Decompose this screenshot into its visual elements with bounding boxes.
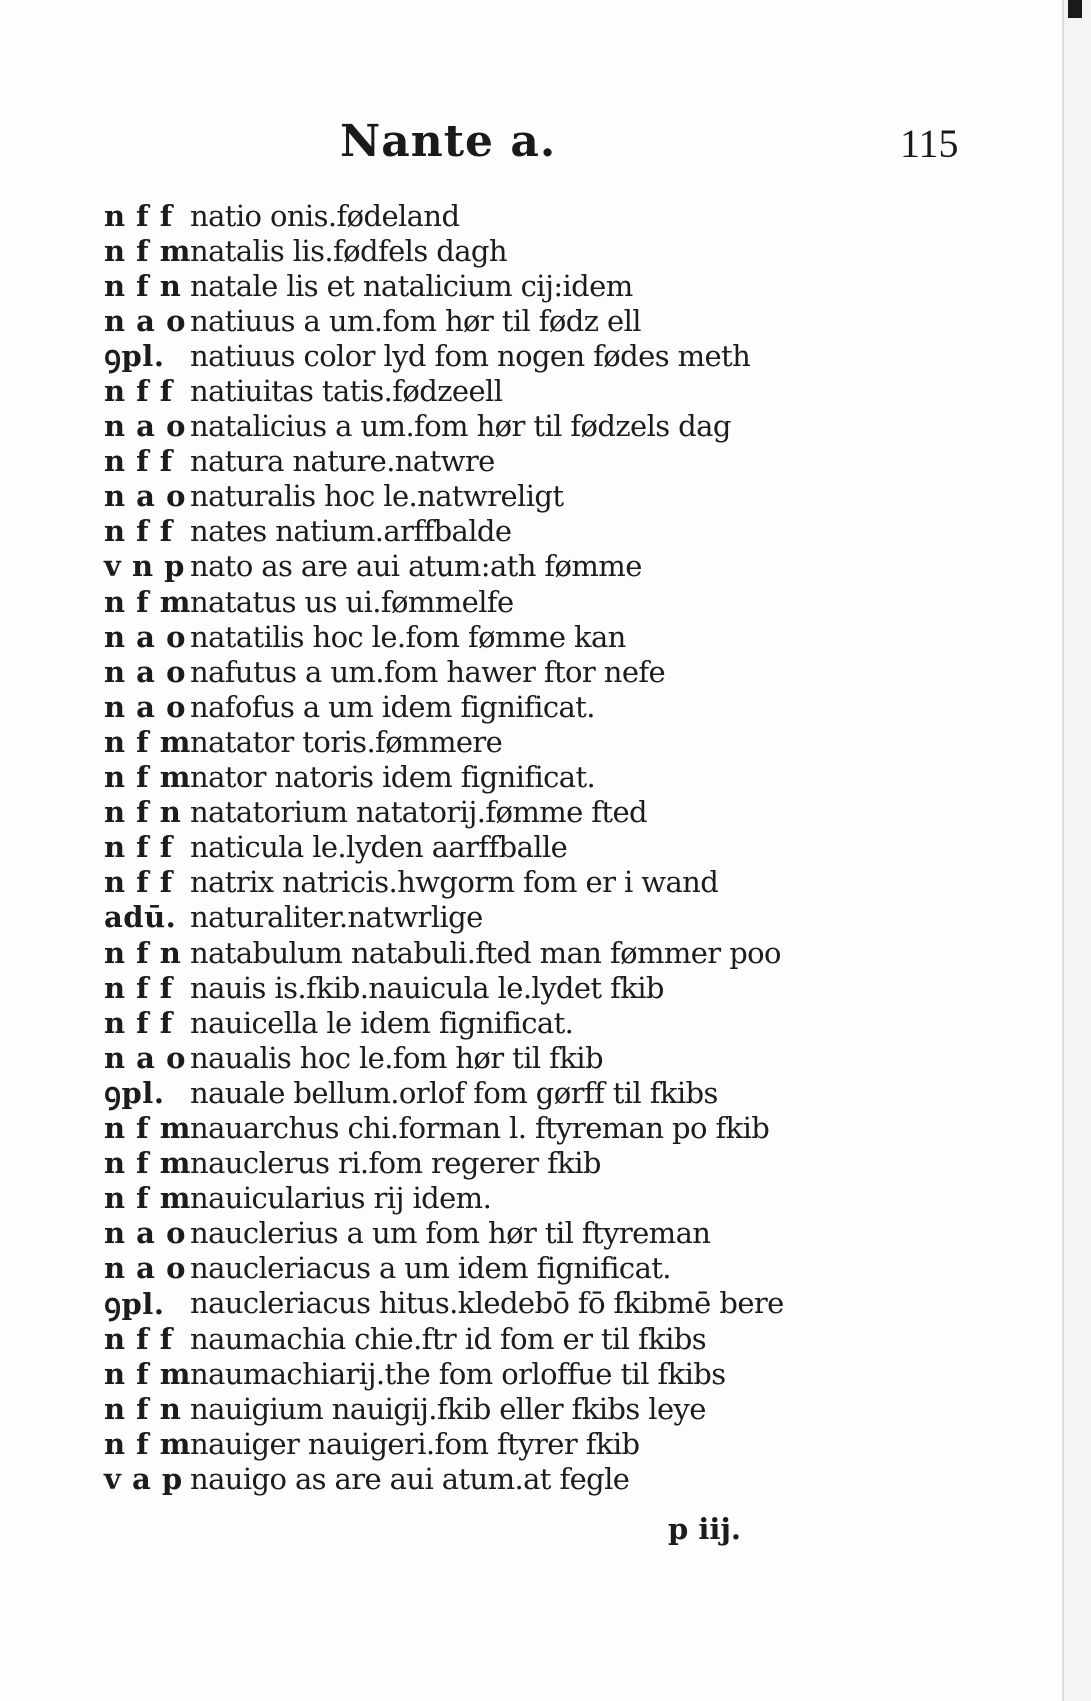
entry-grammar-code: n f m [104, 233, 191, 268]
dictionary-entry [104, 1286, 864, 1321]
entry-definition: natio onis.fødeland [190, 198, 460, 233]
entry-grammar-code: n f m [104, 760, 191, 795]
entry-grammar-code: n f m [104, 1110, 191, 1145]
entry-definition: nauis is.fkib.nauicula le.lydet fkib [190, 970, 664, 1005]
dictionary-entry [104, 1146, 864, 1181]
entry-definition: natrix natricis.hwgorm fom er i wand [190, 865, 719, 900]
entry-definition: nauarchus chi.forman l. ftyreman po fkib [190, 1110, 770, 1145]
dictionary-entry [104, 724, 864, 759]
entry-grammar-code: v a p [104, 1461, 183, 1496]
dictionary-entry [104, 795, 864, 830]
entry-grammar-code: n f m [104, 584, 191, 619]
entry-grammar-code: n a o [104, 303, 186, 338]
entry-definition: natiuitas tatis.fødzeell [190, 374, 503, 409]
entry-grammar-code: n f m [104, 1426, 191, 1461]
entry-definition: nafofus a um idem fignificat. [190, 689, 595, 724]
dictionary-entry [104, 935, 864, 970]
dictionary-entry [104, 1391, 864, 1426]
dictionary-entry [104, 1075, 864, 1110]
page-header [0, 112, 1062, 172]
entry-grammar-code: n f f [104, 830, 173, 865]
dictionary-entry [104, 303, 864, 338]
entry-definition: natiuus color lyd fom nogen fødes meth [190, 338, 751, 373]
dictionary-entry [104, 409, 864, 444]
entry-definition: nauale bellum.orlof fom gørff til fkibs [190, 1075, 718, 1110]
entry-grammar-code: n f n [104, 1391, 182, 1426]
entry-definition: natura nature.natwre [190, 444, 495, 479]
dictionary-entry [104, 444, 864, 479]
entry-definition: natalis lis.fødfels dagh [190, 233, 507, 268]
entry-definition: natabulum natabuli.fted man fømmer poo [190, 935, 781, 970]
entry-grammar-code: n f n [104, 268, 182, 303]
entry-definition: naticula le.lyden aarffballe [190, 830, 568, 865]
dictionary-entry [104, 268, 864, 303]
entry-grammar-code: n f m [104, 1146, 191, 1181]
entry-grammar-code: v n p [104, 549, 185, 584]
dictionary-entry [104, 584, 864, 619]
dictionary-entries [104, 198, 864, 1496]
page-number: 115 [900, 121, 959, 166]
entry-grammar-code: ꝯpl. [104, 339, 165, 374]
entry-grammar-code: ꝯpl. [104, 1076, 165, 1111]
entry-definition: nauicella le idem fignificat. [190, 1005, 574, 1040]
dictionary-entry [104, 514, 864, 549]
entry-definition: natatus us ui.fømmelfe [190, 584, 514, 619]
entry-definition: natator toris.fømmere [190, 724, 503, 759]
entry-definition: naturalis hoc le.natwreligt [190, 479, 564, 514]
entry-definition: nauclerus ri.fom regerer fkib [190, 1146, 601, 1181]
entry-grammar-code: n f m [104, 1356, 191, 1391]
entry-grammar-code: n a o [104, 689, 186, 724]
entry-definition: natale lis et natalicium cij:idem [190, 268, 633, 303]
entry-grammar-code: n f f [104, 865, 173, 900]
dictionary-entry [104, 479, 864, 514]
entry-grammar-code: n a o [104, 1040, 186, 1075]
entry-definition: natatilis hoc le.fom fømme kan [190, 619, 626, 654]
dictionary-entry [104, 1110, 864, 1145]
entry-definition: natatorium natatorij.fømme fted [190, 795, 648, 830]
entry-grammar-code: n f f [104, 374, 173, 409]
entry-grammar-code: n f f [104, 970, 173, 1005]
entry-definition: naumachiarij.the fom orloffue til fkibs [190, 1356, 726, 1391]
dictionary-entry [104, 970, 864, 1005]
catchword: p iij. [668, 1512, 741, 1546]
entry-grammar-code: n a o [104, 1251, 186, 1286]
entry-definition: nator natoris idem fignificat. [190, 760, 596, 795]
dictionary-entry [104, 1181, 864, 1216]
dictionary-entry [104, 619, 864, 654]
dictionary-entry [104, 1040, 864, 1075]
entry-grammar-code: n a o [104, 409, 186, 444]
dictionary-entry [104, 338, 864, 373]
entry-grammar-code: n a o [104, 619, 186, 654]
entry-definition: natalicius a um.fom hør til fødzels dag [190, 409, 731, 444]
entry-grammar-code: n a o [104, 1216, 186, 1251]
dictionary-entry [104, 1426, 864, 1461]
dictionary-entry [104, 654, 864, 689]
entry-definition: nauigium nauigij.fkib eller fkibs leye [190, 1391, 706, 1426]
entry-definition: nates natium.arffbalde [190, 514, 512, 549]
entry-definition: natiuus a um.fom hør til fødz ell [190, 303, 641, 338]
page-edge [1062, 0, 1091, 1701]
dictionary-entry [104, 233, 864, 268]
dictionary-entry [104, 1216, 864, 1251]
entry-grammar-code: n a o [104, 654, 186, 689]
entry-grammar-code: n f f [104, 1321, 173, 1356]
entry-definition: nauigo as are aui atum.at fegle [190, 1461, 630, 1496]
dictionary-entry [104, 760, 864, 795]
entry-definition: naucleriacus a um idem fignificat. [190, 1251, 671, 1286]
entry-grammar-code: n f m [104, 1181, 191, 1216]
entry-grammar-code: n f f [104, 444, 173, 479]
entry-definition: naturaliter.natwrlige [190, 900, 483, 935]
entry-grammar-code: ꝯpl. [104, 1286, 165, 1321]
dictionary-entry [104, 830, 864, 865]
dictionary-entry [104, 549, 864, 584]
entry-definition: nato as are aui atum:ath fømme [190, 549, 642, 584]
entry-grammar-code: n f f [104, 514, 173, 549]
dictionary-entry [104, 1005, 864, 1040]
entry-definition: naualis hoc le.fom hør til fkib [190, 1040, 603, 1075]
scan-shadow [1068, 0, 1082, 18]
running-head: Nante a. [340, 116, 557, 167]
dictionary-entry [104, 1461, 864, 1496]
entry-grammar-code: adū. [104, 900, 177, 935]
dictionary-entry [104, 900, 864, 935]
entry-grammar-code: n f f [104, 198, 173, 233]
entry-definition: nafutus a um.fom hawer ftor nefe [190, 654, 666, 689]
entry-grammar-code: n f n [104, 795, 182, 830]
dictionary-entry [104, 689, 864, 724]
entry-definition: naumachia chie.ftr id fom er til fkibs [190, 1321, 707, 1356]
dictionary-entry [104, 373, 864, 408]
dictionary-entry [104, 1251, 864, 1286]
entry-definition: nauclerius a um fom hør til ftyreman [190, 1216, 711, 1251]
dictionary-entry [104, 1321, 864, 1356]
entry-definition: nauiger nauigeri.fom ftyrer fkib [190, 1426, 640, 1461]
entry-grammar-code: n f m [104, 724, 191, 759]
entry-grammar-code: n a o [104, 479, 186, 514]
dictionary-entry [104, 865, 864, 900]
entry-grammar-code: n f n [104, 935, 182, 970]
entry-grammar-code: n f f [104, 1005, 173, 1040]
entry-definition: naucleriacus hitus.kledebō fō fkibmē bere [190, 1286, 784, 1321]
entry-definition: nauicularius rij idem. [190, 1181, 492, 1216]
dictionary-entry [104, 198, 864, 233]
dictionary-entry [104, 1356, 864, 1391]
